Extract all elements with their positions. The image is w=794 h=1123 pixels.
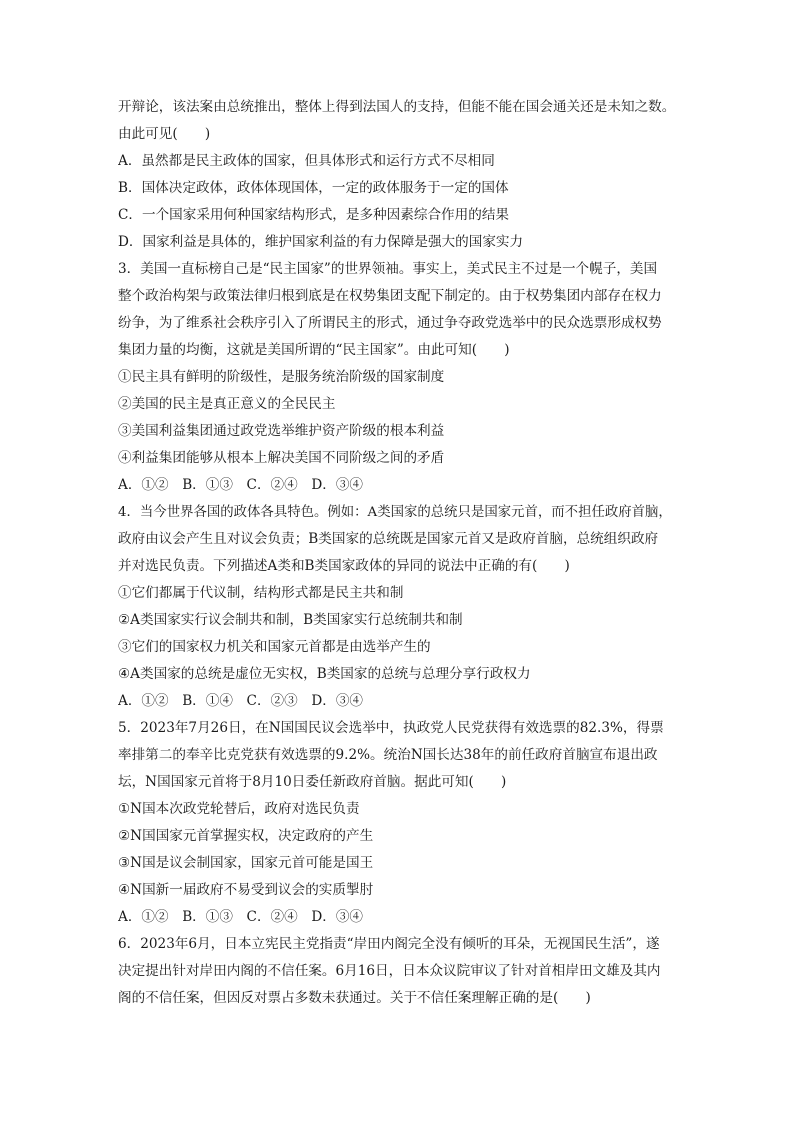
question-6-line: 阁的不信任案，但因反对票占多数未获通过。关于不信任案理解正确的是( ) (118, 990, 591, 1006)
statement-4: ④A类国家的总统是虚位无实权，B类国家的总统与总理分享行政权力 (118, 666, 531, 682)
statement-4: ④N国新一届政府不易受到议会的实质掣肘 (118, 882, 374, 898)
statement-3: ③N国是议会制国家，国家元首可能是国王 (118, 855, 374, 871)
answer-options: A．①② B．①③ C．②④ D．③④ (118, 477, 364, 493)
question-3-line: 3．美国一直标榜自己是“民主国家”的世界领袖。事实上，美式民主不过是一个幌子，美国 (118, 261, 658, 277)
statement-4: ④利益集团能够从根本上解决美国不同阶级之间的矛盾 (118, 450, 445, 466)
question-4-line: 并对选民负责。下列描述A类和B类国家政体的异同的说法中正确的有( ) (118, 558, 570, 574)
statement-2: ②美国的民主是真正意义的全民民主 (118, 396, 336, 412)
question-3-line: 纷争，为了维系社会秩序引入了所谓民主的形式，通过争夺政党选举中的民众选票形成权势 (118, 315, 662, 331)
answer-options: A．①② B．①③ C．②④ D．③④ (118, 909, 364, 925)
question-5-line: 率排第二的奉辛比克党获有效选票的9.2%。统治N国长达38年的前任政府首脑宣布退出政 (118, 747, 658, 763)
text-line: 开辩论，该法案由总统推出，整体上得到法国人的支持，但能不能在国会通关还是未知之数。 (118, 99, 676, 115)
question-3-line: 整个政治构架与政策法律归根到底是在权势集团支配下制定的。由于权势集团内部存在权力 (118, 288, 662, 304)
question-4-line: 政府由议会产生且对议会负责；B类国家的总统既是国家元首又是政府首脑，总统组织政府 (118, 531, 659, 547)
answer-options: A．①② B．①④ C．②③ D．③④ (118, 693, 364, 709)
text-line: 由此可见( ) (118, 126, 211, 142)
question-4-line: 4．当今世界各国的政体各具特色。例如：A类国家的总统只是国家元首，而不担任政府首脑， (118, 505, 672, 520)
question-6-line: 6．2023年6月，日本立宪民主党指责“岸田内阁完全没有倾听的耳朵，无视国民生活”，遂 (118, 936, 660, 952)
question-5-line: 5．2023年7月26日，在N国国民议会选举中，执政党人民党获得有效选票的82.3%，得票 (118, 720, 664, 736)
statement-1: ①它们都属于代议制，结构形式都是民主共和制 (118, 585, 404, 601)
option-c: C．一个国家采用何种国家结构形式，是多种因素综合作用的结果 (118, 207, 510, 223)
statement-3: ③美国利益集团通过政党选举维护资产阶级的根本利益 (118, 423, 445, 439)
statement-2: ②A类国家实行议会制共和制，B类国家实行总统制共和制 (118, 612, 463, 628)
document-page (118, 94, 678, 1012)
statement-3: ③它们的国家权力机关和国家元首都是由选举产生的 (118, 639, 431, 655)
option-d: D．国家利益是具体的，维护国家利益的有力保障是强大的国家实力 (118, 234, 524, 250)
question-6-line: 决定提出针对岸田内阁的不信任案。6月16日，日本众议院审议了针对首相岸田文雄及其内 (118, 963, 661, 979)
question-5-line: 坛，N国国家元首将于8月10日委任新政府首脑。据此可知( ) (118, 774, 507, 790)
option-a: A．虽然都是民主政体的国家，但具体形式和运行方式不尽相同 (118, 153, 495, 169)
option-b: B．国体决定政体，政体体现国体，一定的政体服务于一定的国体 (118, 180, 509, 196)
statement-1: ①N国本次政党轮替后，政府对选民负责 (118, 801, 360, 817)
statement-1: ①民主具有鲜明的阶级性，是服务统治阶级的国家制度 (118, 369, 445, 385)
statement-2: ②N国国家元首掌握实权，决定政府的产生 (118, 828, 374, 844)
question-3-line: 集团力量的均衡，这就是美国所谓的“民主国家”。由此可知( ) (118, 342, 510, 358)
